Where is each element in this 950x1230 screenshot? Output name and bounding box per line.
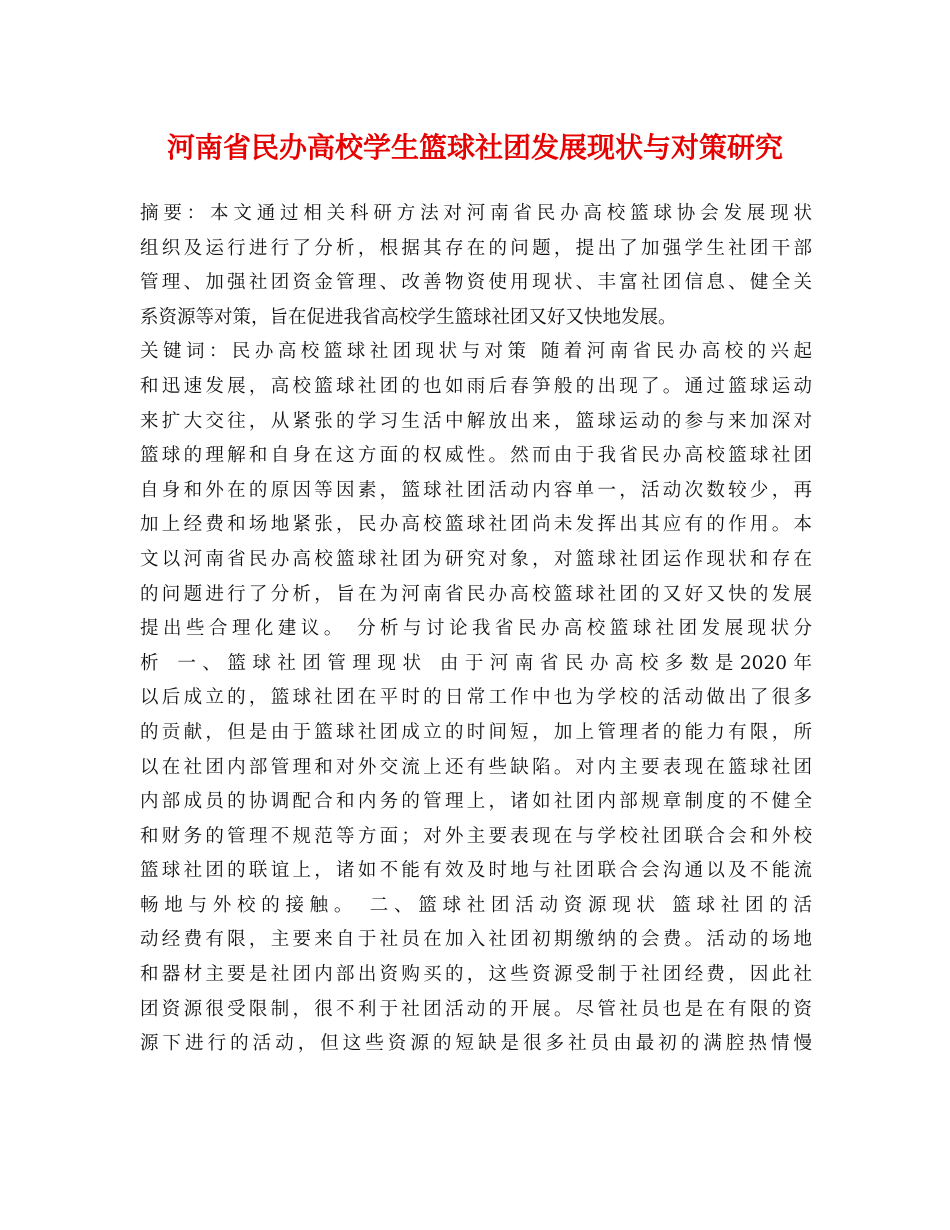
body-line: 的贡献，但是由于篮球社团成立的时间短，加上管理者的能力有限，所 (140, 721, 812, 743)
body-line: 加上经费和场地紧张，民办高校篮球社团尚未发挥出其应有的作用。本 (140, 514, 812, 536)
body-line: 篮球社团的联谊上，诸如不能有效及时地与社团联合会沟通以及不能流 (140, 860, 812, 882)
body-line: 以在社团内部管理和对外交流上还有些缺陷。对内主要表现在篮球社团 (140, 756, 812, 778)
body-line: 畅地与外校的接触。 二、篮球社团活动资源现状 篮球社团的活 (140, 894, 812, 916)
body-line: 析 一、篮球社团管理现状 由于河南省民办高校多数是2020年 (140, 652, 812, 674)
body-line: 管理、加强社团资金管理、改善物资使用现状、丰富社团信息、健全关 (140, 272, 812, 294)
document-body (140, 197, 812, 1062)
body-line: 组织及运行进行了分析，根据其存在的问题，提出了加强学生社团干部 (140, 237, 812, 259)
document-title: 河南省民办高校学生篮球社团发展现状与对策研究 (166, 131, 783, 164)
body-line: 来扩大交往，从紧张的学习生活中解放出来，篮球运动的参与来加深对 (140, 410, 812, 432)
body-line: 和迅速发展，高校篮球社团的也如雨后春笋般的出现了。通过篮球运动 (140, 375, 812, 397)
body-line: 和器材主要是社团内部出资购买的，这些资源受制于社团经费，因此社 (140, 964, 812, 986)
body-line: 团资源很受限制，很不利于社团活动的开展。尽管社员也是在有限的资 (140, 998, 812, 1020)
body-line: 动经费有限，主要来自于社员在加入社团初期缴纳的会费。活动的场地 (140, 929, 812, 951)
body-line: 内部成员的协调配合和内务的管理上，诸如社团内部规章制度的不健全 (140, 791, 812, 813)
body-line: 关键词：民办高校篮球社团现状与对策 随着河南省民办高校的兴起 (140, 341, 812, 363)
body-line: 文以河南省民办高校篮球社团为研究对象，对篮球社团运作现状和存在 (140, 548, 812, 570)
body-line: 源下进行的活动，但这些资源的短缺是很多社员由最初的满腔热情慢 (140, 1033, 812, 1055)
body-line: 的问题进行了分析，旨在为河南省民办高校篮球社团的又好又快的发展 (140, 583, 812, 605)
body-line: 摘要：本文通过相关科研方法对河南省民办高校篮球协会发展现状 (140, 203, 812, 224)
body-line: 篮球的理解和自身在这方面的权威性。然而由于我省民办高校篮球社团 (140, 445, 812, 467)
body-line: 提出些合理化建议。 分析与讨论我省民办高校篮球社团发展现状分 (140, 618, 812, 640)
body-line: 自身和外在的原因等因素，篮球社团活动内容单一，活动次数较少，再 (140, 479, 812, 501)
body-line: 和财务的管理不规范等方面；对外主要表现在与学校社团联合会和外校 (140, 825, 812, 847)
body-line: 系资源等对策，旨在促进我省高校学生篮球社团又好又快地发展。 (140, 306, 677, 328)
body-line: 以后成立的，篮球社团在平时的日常工作中也为学校的活动做出了很多 (140, 687, 812, 709)
